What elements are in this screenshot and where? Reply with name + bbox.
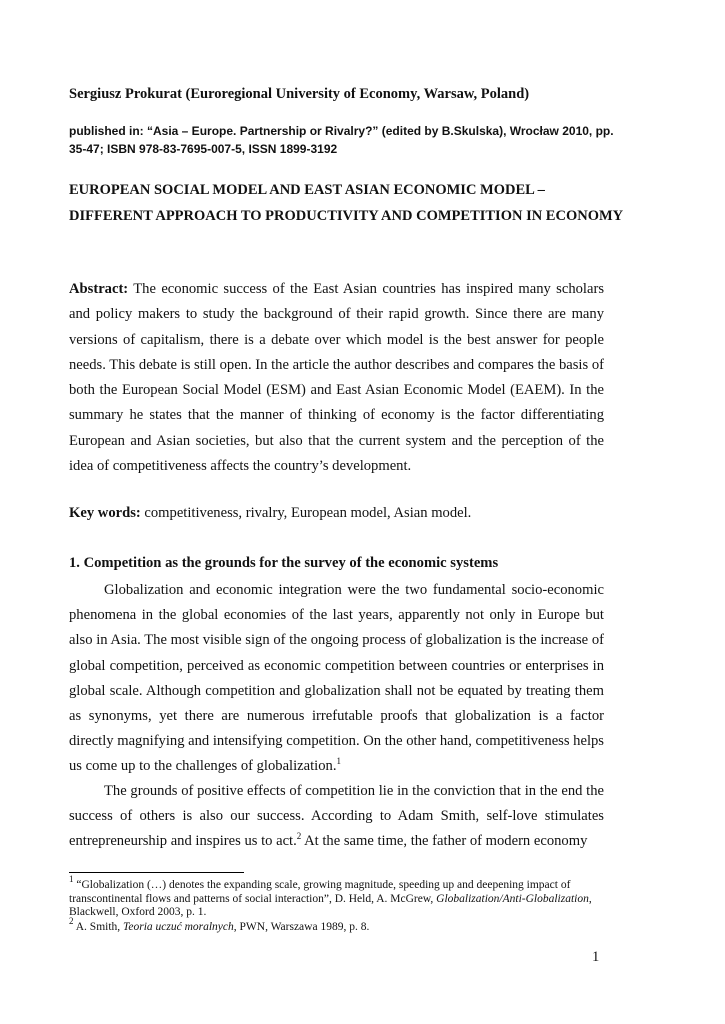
- abstract-text: The economic success of the East Asian countries has inspired many scholars and policy makers to study the background of their rapid growth. Since there are many versions of capitalism, there is a debate over which model is the best answer for people needs. This debate is still open. In the article the author describes and compares the basis of both the European Social Model (ESM) and East Asian Economic Model (EAEM). In the summary he states that the manner of thinking of economy is the factor differentiating European and Asian societies, but also that the current system and the perception of the idea of competitiveness affects the country’s development.: [69, 281, 604, 475]
- footnote-divider: [69, 872, 244, 873]
- footnote-ref-1[interactable]: 1: [336, 756, 341, 767]
- body-paragraph-2: [69, 779, 604, 855]
- paper-title: EUROPEAN SOCIAL MODEL AND EAST ASIAN ECONOMIC MODEL – DIFFERENT APPROACH TO PRODUCTIVITY AND COMPETITION IN ECONOMY: [69, 182, 624, 224]
- page-number: 1: [592, 949, 600, 965]
- section-heading: 1. Competition as the grounds for the survey of the economic systems: [69, 555, 499, 571]
- footnote-1: [69, 874, 609, 920]
- body-paragraph-1: [69, 578, 604, 780]
- footnote-1-text-b: , Blackwell, Oxford 2003, p. 1.: [69, 892, 592, 918]
- abstract-label: Abstract:: [69, 281, 129, 297]
- footnote-2: [69, 915, 609, 935]
- publication-info: published in: “Asia – Europe. Partnership or Rivalry?” (edited by B.Skulska), Wrocław 2010, pp. 35-47; ISBN 978-83-7695-007-5, ISSN 1899-3192: [69, 124, 614, 156]
- keywords-label: Key words:: [69, 505, 141, 521]
- paragraph-2-text-b: At the same time, the father of modern economy: [301, 833, 588, 850]
- footnote-1-number: 1: [69, 874, 74, 884]
- keywords: [69, 505, 629, 522]
- footnote-1-text-a: “Globalization (…) denotes the expanding scale, growing magnitude, speeding up and deepening impact of transcontinental flows and patterns of social interaction”, D. Held, A. McGrew,: [69, 879, 571, 905]
- footnote-ref-2[interactable]: 2: [296, 831, 302, 842]
- footnote-2-text-a: A. Smith,: [73, 920, 124, 933]
- keywords-text: competitiveness, rivalry, European model, Asian model.: [140, 505, 472, 521]
- author-line: Sergiusz Prokurat (Euroregional University of Economy, Warsaw, Poland): [69, 86, 530, 102]
- abstract: [69, 277, 604, 479]
- paragraph-1-text: Globalization and economic integration were the two fundamental socio-economic phenomena in the global economies of the last years, apparently not only in Europe but also in Asia. The most visible sign of the ongoing process of globalization is the increase of global competition, perceived as economic competition between countries or enterprises in global scale. Although competition and globalization shall not be equated by treating them as synonyms, yet there are numerous irrefutable proofs that globalization is a factor directly magnifying and intensifying competition. On the other hand, competitiveness helps us come up to the challenges of globalization.: [69, 582, 604, 775]
- paragraph-2-text-a: The grounds of positive effects of competition lie in the conviction that in the end the success of others is also our success. According to Adam Smith, self-love stimulates entrepreneurship and inspires us to act.: [69, 783, 604, 850]
- footnote-2-title: Teoria uczuć moralnych: [123, 920, 234, 933]
- footnote-2-number: 2: [69, 915, 74, 926]
- footnotes: [69, 874, 609, 935]
- footnote-1-title: Globalization/Anti-Globalization: [436, 892, 589, 905]
- footnote-2-text-b: , PWN, Warszawa 1989, p. 8.: [233, 920, 370, 933]
